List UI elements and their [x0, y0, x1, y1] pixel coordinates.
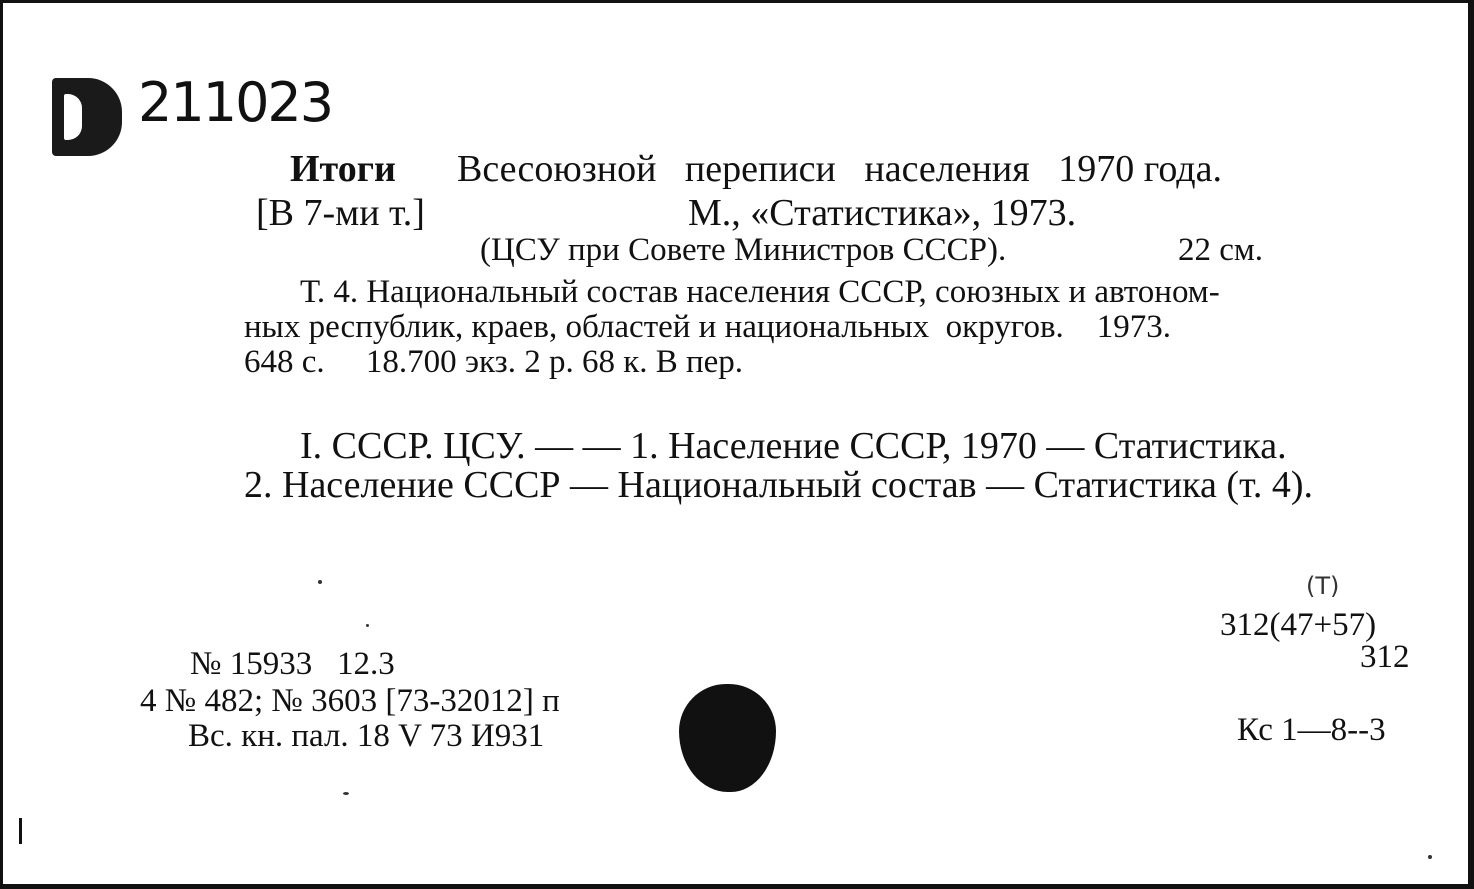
accession-prefix-mark — [52, 78, 122, 156]
volume-note-line1: Т. 4. Национальный состав населения СССР, союзных и автоном- — [300, 274, 1220, 310]
subjects-line2: 2. Население СССР — Национальный состав — Статистика (т. 4). — [244, 464, 1313, 506]
print-info-line2: 4 № 482; № 3603 [73-32012] п — [140, 683, 560, 719]
title-bold: Итоги — [290, 148, 396, 190]
handwritten-mark: (Т) — [1306, 572, 1340, 600]
title-size: 22 см. — [1178, 232, 1264, 268]
classification-code: 312(47+57) — [1220, 607, 1377, 643]
card-border-left — [0, 0, 3, 889]
print-info-line1: № 15933 12.3 — [190, 646, 395, 682]
title-imprint: М., «Статистика», 1973. — [688, 192, 1077, 234]
scan-speck — [366, 624, 369, 627]
subjects-line1: I. СССР. ЦСУ. — — 1. Население СССР, 1970 — Статистика. — [300, 425, 1287, 467]
title-rest: Всесоюзной переписи населения 1970 года. — [457, 148, 1222, 190]
volume-note-line2: ных республик, краев, областей и национальных округов. 1973. — [244, 309, 1172, 345]
title-issuer: (ЦСУ при Совете Министров СССР). — [480, 232, 1007, 268]
scan-speck — [1428, 855, 1432, 859]
title-volumes: [В 7-ми т.] — [256, 192, 425, 234]
accession-number: 211023 — [138, 71, 333, 134]
card-border-right — [1468, 0, 1474, 889]
punched-hole — [679, 684, 776, 792]
classification-kc: Кс 1—8--3 — [1237, 712, 1386, 748]
card-border-top — [0, 0, 1474, 3]
scan-speck — [343, 792, 349, 795]
volume-note-line3: 648 с. 18.700 экз. 2 р. 68 к. В пер. — [244, 344, 744, 380]
scan-mark — [19, 818, 22, 844]
card-border-bottom — [0, 884, 1474, 889]
scan-speck — [318, 580, 322, 584]
classification-code2: 312 — [1360, 639, 1410, 675]
print-info-line3: Вс. кн. пал. 18 V 73 И931 — [188, 718, 545, 754]
